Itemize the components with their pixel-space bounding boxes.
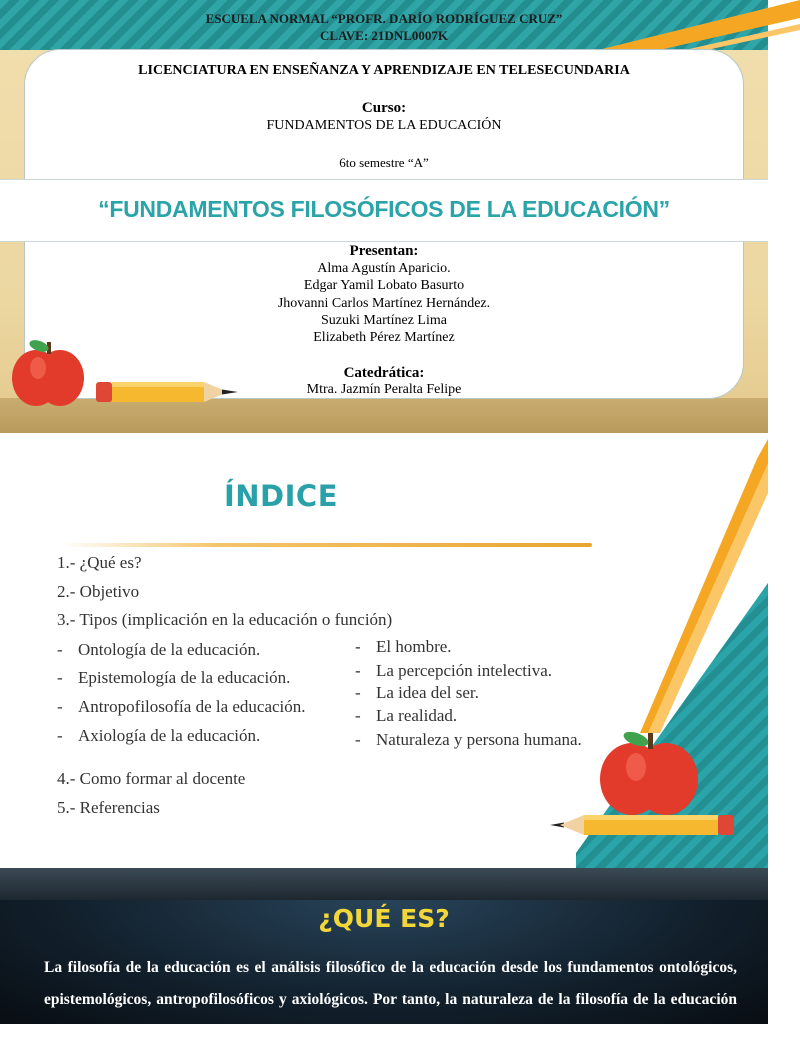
implication-item <box>355 706 457 726</box>
list-dash: - <box>355 661 361 680</box>
type-item <box>57 697 306 717</box>
implication-label: El hombre. <box>376 637 452 656</box>
implication-label: Naturaleza y persona humana. <box>376 730 582 749</box>
cover-slide <box>0 0 768 433</box>
apple-icon <box>596 729 706 819</box>
implication-item <box>355 661 552 681</box>
list-dash: - <box>355 730 361 749</box>
index-item: 2.- Objetivo <box>57 582 140 601</box>
list-dash: - <box>57 668 63 687</box>
degree-name: LICENCIATURA EN ENSEÑANZA Y APRENDIZAJE EN TELESECUNDARIA <box>138 63 630 78</box>
implication-label: La idea del ser. <box>376 683 479 702</box>
list-dash: - <box>57 697 63 716</box>
presenters-label: Presentan: <box>349 243 419 259</box>
list-dash: - <box>355 706 361 725</box>
implication-label: La percepción intelectiva. <box>376 661 553 680</box>
pencil-icon <box>96 380 240 404</box>
list-dash: - <box>355 637 361 656</box>
list-dash: - <box>57 640 63 659</box>
type-item <box>57 668 290 688</box>
presenter-name: Suzuki Martínez Lima <box>321 313 447 328</box>
index-slide <box>0 433 768 868</box>
implication-item <box>355 730 582 750</box>
implication-item <box>355 637 452 657</box>
presenter-name: Alma Agustín Aparicio. <box>317 261 451 276</box>
presenter-name: Jhovanni Carlos Martínez Hernández. <box>277 296 491 311</box>
index-item: 4.- Como formar al docente <box>57 769 246 788</box>
semester: 6to semestre “A” <box>339 155 429 170</box>
what-is-slide <box>0 868 768 1040</box>
index-item: 5.- Referencias <box>57 798 160 817</box>
apple-icon <box>8 338 92 410</box>
type-item <box>57 640 260 660</box>
implication-item <box>355 683 479 703</box>
type-item <box>57 726 260 746</box>
index-item: 1.- ¿Qué es? <box>57 553 142 572</box>
school-name: ESCUELA NORMAL “PROFR. DARÍO RODRÍGUEZ CRUZ” <box>205 11 563 26</box>
school-key: CLAVE: 21DNL0007K <box>320 28 448 43</box>
implication-label: La realidad. <box>376 706 458 725</box>
presenter-name: Edgar Yamil Lobato Basurto <box>303 278 465 293</box>
course-label: Curso: <box>361 100 407 116</box>
type-label: Ontología de la educación. <box>78 640 261 659</box>
index-item: 3.- Tipos (implicación en la educación o función) <box>57 610 393 629</box>
presentation-title: “FUNDAMENTOS FILOSÓFICOS DE LA EDUCACIÓN” <box>98 196 670 222</box>
type-label: Antropofilosofía de la educación. <box>78 697 306 716</box>
list-dash: - <box>57 726 63 745</box>
slide-top-bar <box>0 868 768 900</box>
course-name: FUNDAMENTOS DE LA EDUCACIÓN <box>266 118 502 133</box>
type-label: Epistemología de la educación. <box>78 668 291 687</box>
what-is-body: La filosofía de la educación es el análisis filosófico de la educación desde los fundamentos ontológicos, epistemológicos, antropofilosóficos y axiológicos. Por tanto, la naturaleza de la filosofía de la educación se distingue de acuerdo a los fundamentos a los que se refiere en la educación <box>44 959 737 1040</box>
teacher-name: Mtra. Jazmín Peralta Felipe <box>306 382 462 397</box>
presenter-name: Elizabeth Pérez Martínez <box>313 330 455 345</box>
pencil-icon <box>550 813 736 837</box>
title-underline <box>60 543 592 547</box>
type-label: Axiología de la educación. <box>78 726 261 745</box>
teacher-label: Catedrática: <box>343 365 425 381</box>
what-is-title: ¿QUÉ ES? <box>318 904 450 933</box>
list-dash: - <box>355 683 361 702</box>
index-title: ÍNDICE <box>224 479 339 513</box>
